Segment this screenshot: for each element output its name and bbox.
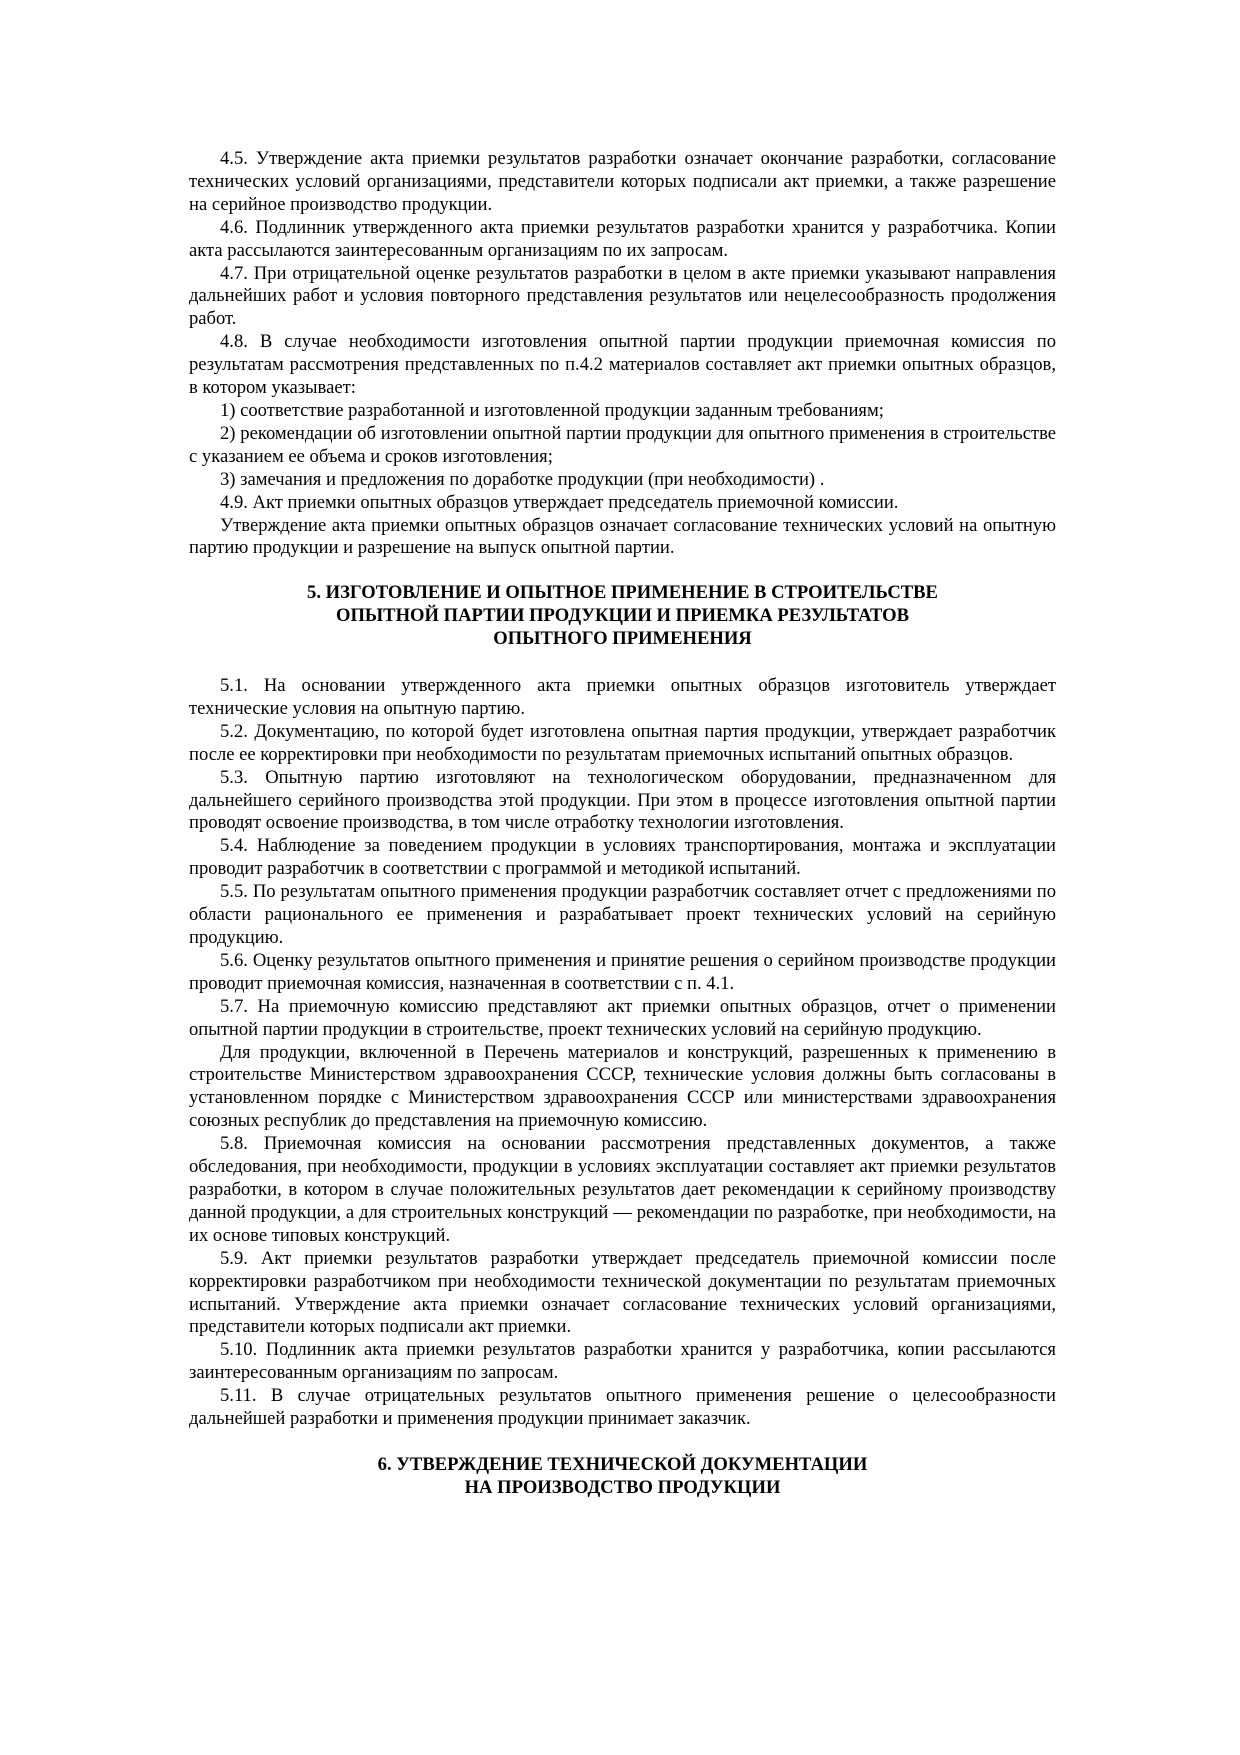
paragraph-5-10: 5.10. Подлинник акта приемки результатов разработки хранится у разработчика, копии рассылаются заинтересованным организациям по запросам.	[189, 1339, 1056, 1384]
section-6-heading-line-1: 6. УТВЕРЖДЕНИЕ ТЕХНИЧЕСКОЙ ДОКУМЕНТАЦИИ	[377, 1453, 868, 1475]
list-item-4-8-1: 1) соответствие разработанной и изготовленной продукции заданным требованиям;	[220, 399, 884, 421]
paragraph-5-6: 5.6. Оценку результатов опытного применения и принятие решения о серийном производстве продукции проводит приемочная комиссия, назначенная в соответствии с п. 4.1.	[189, 949, 1056, 994]
paragraph-5-8: 5.8. Приемочная комиссия на основании рассмотрения представленных документов, а также обследования, при необходимости, продукции в условиях эксплуатации составляет акт приемки результатов разработки, в котором в случае положительных результатов дает рекомендации к серийному производству данной продукции, а для строительных конструкций — рекомендации по разработке, при необходимости, на их основе типовых конструкций.	[189, 1133, 1056, 1246]
paragraph-4-5: 4.5. Утверждение акта приемки результатов разработки означает окончание разработки, согласование технических условий организациями, представители которых подписали акт приемки, а также разрешение на серийное производство продукции.	[189, 148, 1056, 215]
paragraph-5-11: 5.11. В случае отрицательных результатов опытного применения решение о целесообразности дальнейшей разработки и применения продукции принимает заказчик.	[189, 1385, 1056, 1430]
document-page	[189, 148, 1056, 1500]
paragraph-5-9: 5.9. Акт приемки результатов разработки утверждает председатель приемочной комиссии после корректировки разработчиком при необходимости технической документации по результатам приемочных испытаний. Утверждение акта приемки означает согласование технических условий организациями, представители которых подписали акт приемки.	[189, 1247, 1056, 1338]
paragraph-5-7-note: Для продукции, включенной в Перечень материалов и конструкций, разрешенных к применению в строительстве Министерством здравоохранения СССР, технические условия должны быть согласованы в установленном порядке с Министерством здравоохранения СССР или министерствами здравоохранения союзных республик до представления на приемочную комиссию.	[189, 1041, 1056, 1132]
paragraph-5-5: 5.5. По результатам опытного применения продукции разработчик составляет отчет с предложениями по области рационального ее применения и разрабатывает проект технических условий на серийную продукцию.	[189, 881, 1056, 948]
list-item-4-8-3: 3) замечания и предложения по доработке продукции (при необходимости) .	[220, 468, 825, 490]
section-6-heading	[189, 1454, 1056, 1500]
section-6-heading-line-2: НА ПРОИЗВОДСТВО ПРОДУКЦИИ	[464, 1476, 781, 1498]
section-5-heading	[189, 582, 1056, 651]
paragraph-4-6: 4.6. Подлинник утвержденного акта приемки результатов разработки хранится у разработчика. Копии акта рассылаются заинтересованным организациям по их запросам.	[189, 216, 1056, 261]
paragraph-4-7: 4.7. При отрицательной оценке результатов разработки в целом в акте приемки указывают направления дальнейших работ и условия повторного представления результатов или нецелесообразность продолжения работ.	[189, 262, 1056, 330]
paragraph-5-7: 5.7. На приемочную комиссию представляют акт приемки опытных образцов, отчет о применении опытной партии продукции в строительстве, проект технических условий на серийную продукцию.	[189, 995, 1056, 1040]
paragraph-5-4: 5.4. Наблюдение за поведением продукции в условиях транспортирования, монтажа и эксплуатации проводит разработчик в соответствии с программой и методикой испытаний.	[189, 835, 1056, 880]
paragraph-4-9: 4.9. Акт приемки опытных образцов утверждает председатель приемочной комиссии.	[220, 491, 899, 513]
paragraph-5-3: 5.3. Опытную партию изготовляют на технологическом оборудовании, предназначенном для дальнейшего серийного производства этой продукции. При этом в процессе изготовления опытной партии проводят освоение производства, в том числе отработку технологии изготовления.	[189, 766, 1056, 834]
section-5-heading-line-3: ОПЫТНОГО ПРИМЕНЕНИЯ	[493, 628, 752, 650]
paragraph-5-1: 5.1. На основании утвержденного акта приемки опытных образцов изготовитель утверждает технические условия на опытную партию.	[189, 675, 1056, 719]
paragraph-4-8: 4.8. В случае необходимости изготовления опытной партии продукции приемочная комиссия по результатам рассмотрения представленных по п.4.2 материалов составляет акт приемки опытных образцов, в котором указывает:	[189, 331, 1056, 399]
paragraph-5-2: 5.2. Документацию, по которой будет изготовлена опытная партия продукции, утверждает разработчик после ее корректировки при необходимости по результатам приемочных испытаний опытных образцов.	[189, 720, 1056, 765]
paragraph-4-9-note: Утверждение акта приемки опытных образцов означает согласование технических условий на опытную партию продукции и разрешение на выпуск опытной партии.	[189, 514, 1056, 559]
list-item-4-8-2: 2) рекомендации об изготовлении опытной партии продукции для опытного применения в строительстве с указанием ее объема и сроков изготовления;	[189, 422, 1056, 467]
section-5-heading-line-1: 5. ИЗГОТОВЛЕНИЕ И ОПЫТНОЕ ПРИМЕНЕНИЕ В СТРОИТЕЛЬСТВЕ	[307, 582, 938, 604]
section-5-heading-line-2: ОПЫТНОЙ ПАРТИИ ПРОДУКЦИИ И ПРИЕМКА РЕЗУЛЬТАТОВ	[336, 605, 909, 627]
